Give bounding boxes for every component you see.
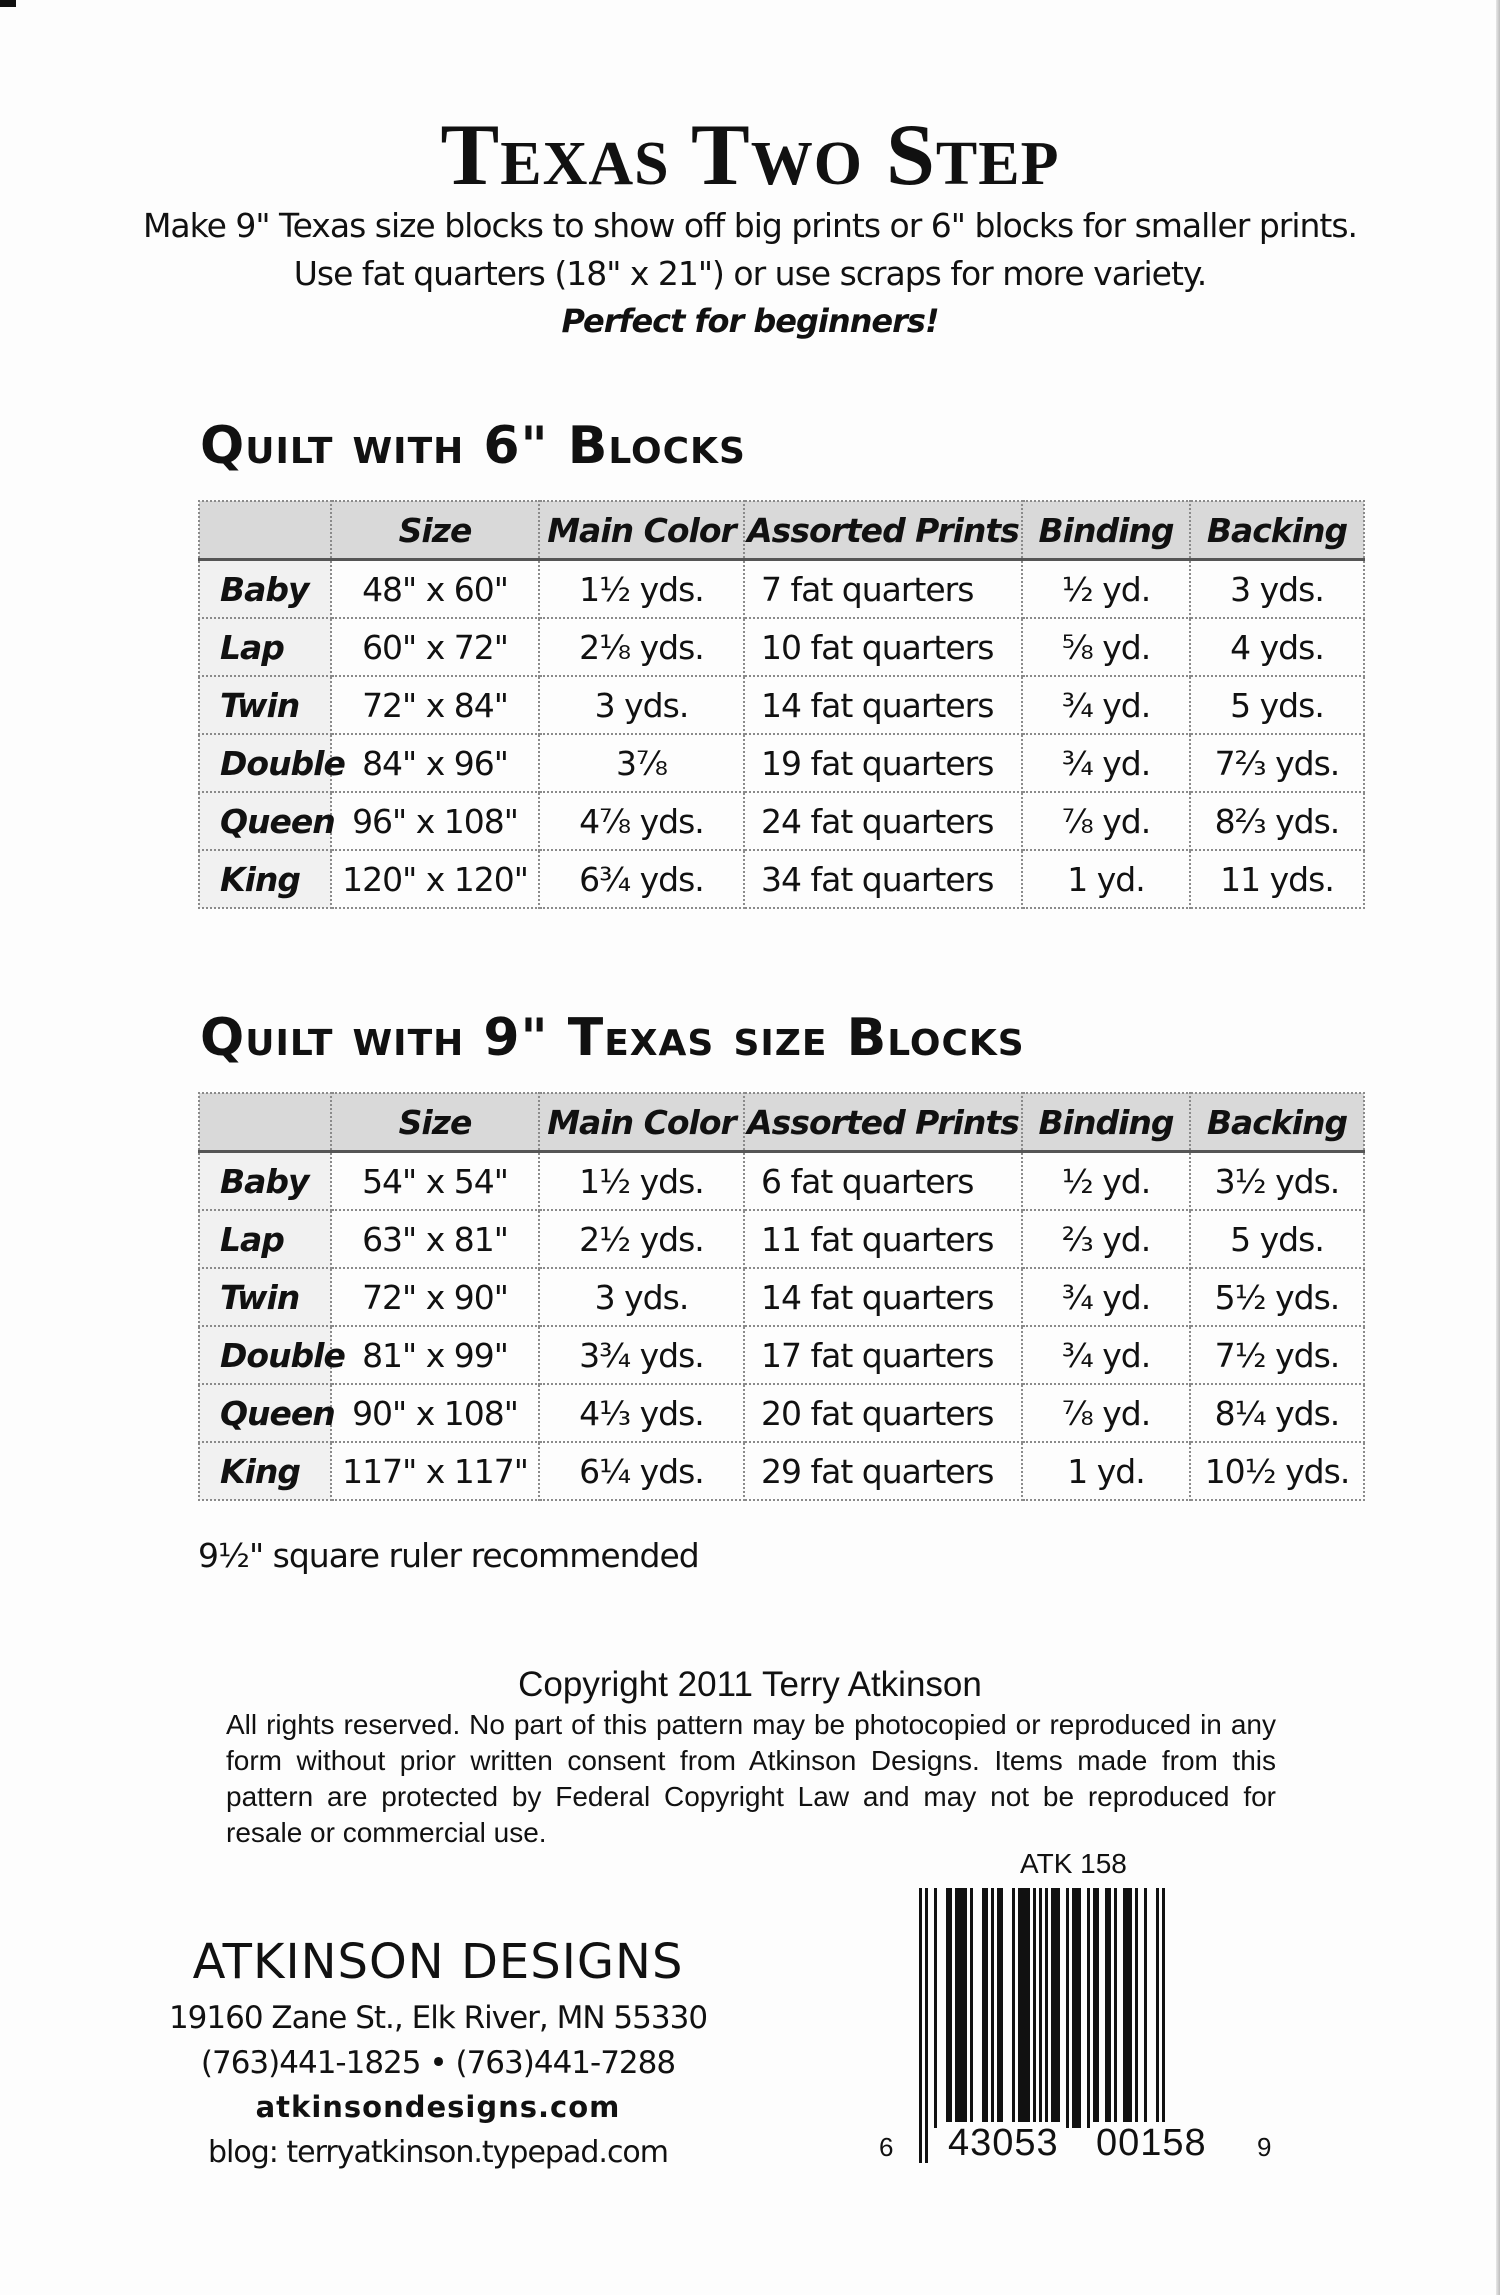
table-row — [199, 792, 1364, 850]
barcode-bar — [1018, 1888, 1030, 2128]
barcode-digit-left: 6 — [879, 2132, 895, 2162]
sku-label: ATK 158 — [1020, 1848, 1127, 1879]
company-phone: (763)441-1825 • (763)441-7288 — [200, 2045, 676, 2081]
cell-assorted-prints: 24 fat quarters — [744, 792, 1022, 850]
header-binding: Binding — [1022, 501, 1190, 560]
row-quilt-name: King — [199, 850, 331, 908]
barcode-bar — [1123, 1888, 1132, 2128]
company-blog-link[interactable]: blog: terryatkinson.typepad.com — [207, 2135, 669, 2170]
yardage-table-9in — [198, 1092, 1365, 1501]
barcode-bar — [955, 1888, 967, 2128]
cell-size: 120" x 120" — [331, 850, 539, 908]
cell-assorted-prints: 20 fat quarters — [744, 1384, 1022, 1442]
row-quilt-name: Lap — [199, 1210, 331, 1268]
cell-main-color: 3 yds. — [539, 676, 744, 734]
yardage-table-6in — [198, 500, 1365, 909]
cell-binding: ⅞ yd. — [1022, 1384, 1190, 1442]
upc-barcode — [879, 1888, 1275, 2168]
table-row — [199, 734, 1364, 792]
cell-size: 81" x 99" — [331, 1326, 539, 1384]
cell-size: 84" x 96" — [331, 734, 539, 792]
company-website-link[interactable]: atkinsondesigns.com — [255, 2090, 621, 2124]
barcode-bar — [1033, 1888, 1036, 2128]
cell-backing: 7½ yds. — [1190, 1326, 1364, 1384]
barcode-bar — [1093, 1888, 1099, 2128]
cell-binding: ⅞ yd. — [1022, 792, 1190, 850]
row-quilt-name: Lap — [199, 618, 331, 676]
cell-main-color: 6¼ yds. — [539, 1442, 744, 1500]
cell-main-color: 2½ yds. — [539, 1210, 744, 1268]
row-quilt-name: Queen — [199, 1384, 331, 1442]
table-row — [199, 676, 1364, 734]
row-quilt-name: Twin — [199, 1268, 331, 1326]
cell-assorted-prints: 34 fat quarters — [744, 850, 1022, 908]
table-row — [199, 1268, 1364, 1326]
barcode-bar — [934, 1888, 937, 2128]
cell-binding: ¾ yd. — [1022, 676, 1190, 734]
cell-size: 96" x 108" — [331, 792, 539, 850]
barcode-bar — [925, 1888, 928, 2163]
barcode-bar — [991, 1888, 994, 2128]
table-row — [199, 560, 1364, 619]
cell-main-color: 2⅛ yds. — [539, 618, 744, 676]
cell-size: 72" x 90" — [331, 1268, 539, 1326]
cell-size: 117" x 117" — [331, 1442, 539, 1500]
cell-assorted-prints: 29 fat quarters — [744, 1442, 1022, 1500]
section-heading-6in: Quilt with 6" Blocks — [200, 416, 746, 476]
cell-main-color: 3 yds. — [539, 1268, 744, 1326]
barcode-group-1: 43053 — [945, 2122, 1062, 2165]
cell-assorted-prints: 19 fat quarters — [744, 734, 1022, 792]
intro-line-2: Use fat quarters (18" x 21") or use scraps for more variety. — [293, 254, 1207, 293]
header-size: Size — [331, 501, 539, 560]
table-row — [199, 1326, 1364, 1384]
cell-main-color: 4⅞ yds. — [539, 792, 744, 850]
table-row — [199, 618, 1364, 676]
cell-assorted-prints: 6 fat quarters — [744, 1152, 1022, 1211]
cell-binding: ⅝ yd. — [1022, 618, 1190, 676]
barcode-digit-right: 9 — [1257, 2132, 1273, 2162]
header-binding: Binding — [1022, 1093, 1190, 1152]
barcode-bar — [1087, 1888, 1090, 2128]
cell-size: 54" x 54" — [331, 1152, 539, 1211]
cell-binding: ½ yd. — [1022, 1152, 1190, 1211]
barcode-bar — [1012, 1888, 1015, 2128]
barcode-bar — [997, 1888, 1003, 2128]
cell-backing: 3 yds. — [1190, 560, 1364, 619]
cell-backing: 5½ yds. — [1190, 1268, 1364, 1326]
barcode-bar — [1114, 1888, 1117, 2128]
cell-binding: ¾ yd. — [1022, 1326, 1190, 1384]
row-quilt-name: Double — [199, 734, 331, 792]
row-quilt-name: Double — [199, 1326, 331, 1384]
cell-binding: ⅔ yd. — [1022, 1210, 1190, 1268]
section-heading-9in: Quilt with 9" Texas size Blocks — [200, 1008, 1025, 1068]
scan-edge-shadow — [1496, 0, 1500, 2295]
table-row — [199, 1384, 1364, 1442]
header-size: Size — [331, 1093, 539, 1152]
cell-size: 90" x 108" — [331, 1384, 539, 1442]
header-main-color: Main Color — [539, 1093, 744, 1152]
header-assorted-prints: Assorted Prints — [744, 1093, 1022, 1152]
cell-backing: 3½ yds. — [1190, 1152, 1364, 1211]
barcode-bar — [1144, 1888, 1147, 2128]
cell-binding: 1 yd. — [1022, 850, 1190, 908]
row-quilt-name: Baby — [199, 560, 331, 619]
cell-backing: 5 yds. — [1190, 1210, 1364, 1268]
header-assorted-prints: Assorted Prints — [744, 501, 1022, 560]
cell-main-color: 1½ yds. — [539, 560, 744, 619]
page-title: Texas Two Step — [440, 107, 1060, 204]
intro-line-1: Make 9" Texas size blocks to show off big prints or 6" blocks for smaller prints. — [142, 206, 1358, 245]
row-quilt-name: Queen — [199, 792, 331, 850]
cell-assorted-prints: 7 fat quarters — [744, 560, 1022, 619]
table-row — [199, 1152, 1364, 1211]
barcode-group-2: 00158 — [1093, 2122, 1210, 2165]
barcode-bar — [946, 1888, 952, 2128]
cell-assorted-prints: 17 fat quarters — [744, 1326, 1022, 1384]
cell-backing: 10½ yds. — [1190, 1442, 1364, 1500]
table-header-row — [199, 501, 1364, 560]
barcode-bar — [1135, 1888, 1138, 2128]
barcode-bar — [982, 1888, 988, 2128]
cell-backing: 8¼ yds. — [1190, 1384, 1364, 1442]
cell-main-color: 3¾ yds. — [539, 1326, 744, 1384]
table-header-row — [199, 1093, 1364, 1152]
cell-size: 63" x 81" — [331, 1210, 539, 1268]
header-backing: Backing — [1190, 501, 1364, 560]
cell-backing: 7⅔ yds. — [1190, 734, 1364, 792]
cell-main-color: 1½ yds. — [539, 1152, 744, 1211]
barcode-bar — [919, 1888, 922, 2163]
cell-assorted-prints: 14 fat quarters — [744, 676, 1022, 734]
cell-main-color: 3⅞ — [539, 734, 744, 792]
cell-main-color: 4⅓ yds. — [539, 1384, 744, 1442]
cell-main-color: 6¾ yds. — [539, 850, 744, 908]
cell-size: 60" x 72" — [331, 618, 539, 676]
barcode-bar — [1105, 1888, 1111, 2128]
cell-backing: 11 yds. — [1190, 850, 1364, 908]
company-address: 19160 Zane St., Elk River, MN 55330 — [168, 2000, 708, 2036]
table-row — [199, 1210, 1364, 1268]
cell-binding: ¾ yd. — [1022, 734, 1190, 792]
row-quilt-name: King — [199, 1442, 331, 1500]
table-row — [199, 850, 1364, 908]
table-row — [199, 1442, 1364, 1500]
cell-binding: ½ yd. — [1022, 560, 1190, 619]
barcode-bar — [1072, 1888, 1081, 2128]
cell-size: 72" x 84" — [331, 676, 539, 734]
copyright-notice: All rights reserved. No part of this pattern may be photocopied or reproduced in any form without prior written consent from Atkinson Designs. Items made from this pattern are protected by Federal Copyright Law and may not be reproduced for resale or commercial use. — [226, 1709, 1276, 1848]
ruler-note: 9½" square ruler recommended — [198, 1536, 699, 1575]
cell-assorted-prints: 10 fat quarters — [744, 618, 1022, 676]
cell-backing: 5 yds. — [1190, 676, 1364, 734]
cell-binding: ¾ yd. — [1022, 1268, 1190, 1326]
header-corner — [199, 501, 331, 560]
intro-line-3: Perfect for beginners! — [561, 302, 939, 340]
row-quilt-name: Twin — [199, 676, 331, 734]
row-quilt-name: Baby — [199, 1152, 331, 1211]
header-backing: Backing — [1190, 1093, 1364, 1152]
barcode-bar — [1066, 1888, 1069, 2128]
scan-corner-mark — [0, 0, 16, 7]
header-main-color: Main Color — [539, 501, 744, 560]
barcode-bar — [1051, 1888, 1060, 2128]
cell-backing: 4 yds. — [1190, 618, 1364, 676]
company-name: ATKINSON DESIGNS — [192, 1934, 684, 1990]
barcode-bar — [970, 1888, 973, 2128]
copyright-title: Copyright 2011 Terry Atkinson — [518, 1665, 982, 1704]
header-corner — [199, 1093, 331, 1152]
cell-backing: 8⅔ yds. — [1190, 792, 1364, 850]
cell-size: 48" x 60" — [331, 560, 539, 619]
cell-assorted-prints: 11 fat quarters — [744, 1210, 1022, 1268]
cell-assorted-prints: 14 fat quarters — [744, 1268, 1022, 1326]
cell-binding: 1 yd. — [1022, 1442, 1190, 1500]
